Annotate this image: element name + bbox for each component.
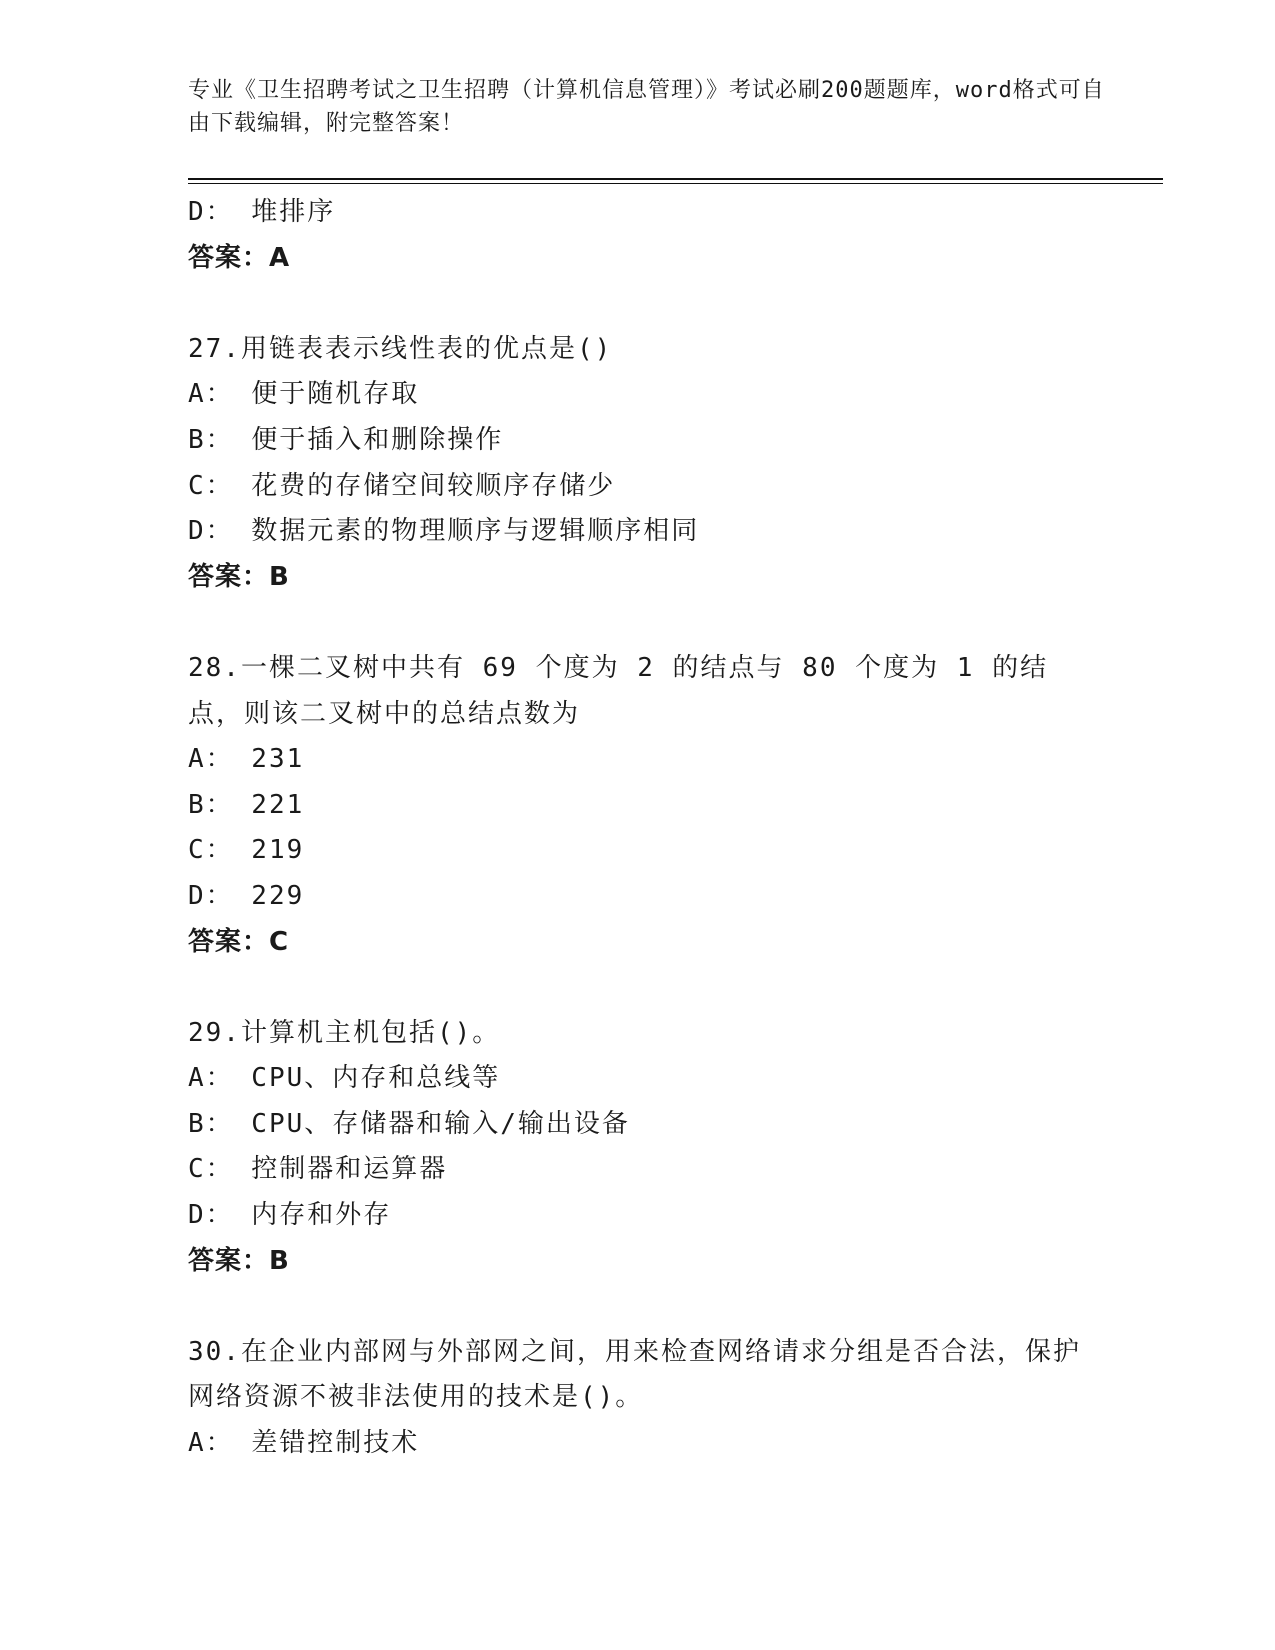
spacer [188, 281, 1088, 327]
answer-line: 答案：B [188, 561, 290, 592]
question-27 [188, 327, 1088, 601]
header-rule-thin [188, 183, 1163, 184]
answer-line: 答案：B [188, 1245, 290, 1276]
option-c: C： 花费的存储空间较顺序存储少 [188, 470, 616, 501]
question-30 [188, 1330, 1088, 1467]
header-rule-thick [188, 178, 1163, 180]
spacer [188, 965, 1088, 1011]
question-28 [188, 646, 1088, 965]
option-b: B： 221 [188, 789, 305, 820]
option-b: B： 便于插入和删除操作 [188, 424, 504, 455]
question-stem: 29.计算机主机包括()。 [188, 1017, 501, 1048]
question-29 [188, 1011, 1088, 1285]
option-c: C： 控制器和运算器 [188, 1154, 448, 1185]
answer-line: 答案：A [188, 242, 291, 273]
option-d: D： 数据元素的物理顺序与逻辑顺序相同 [188, 516, 700, 547]
answer-line: 答案：C [188, 926, 290, 957]
question-list [188, 190, 1088, 1467]
spacer [188, 1284, 1088, 1330]
question-stem: 30.在企业内部网与外部网之间，用来检查网络请求分组是否合法，保护网络资源不被非法使用的技术是()。 [188, 1336, 1081, 1413]
option-a: A： 差错控制技术 [188, 1428, 420, 1459]
question-stem: 28.一棵二叉树中共有 69 个度为 2 的结点与 80 个度为 1 的结点，则该二叉树中的总结点数为 [188, 652, 1049, 729]
option-d: D： 229 [188, 880, 305, 911]
question-stem: 27.用链表表示线性表的优点是() [188, 333, 613, 364]
document-header: 专业《卫生招聘考试之卫生招聘（计算机信息管理）》考试必刷200题题库，word格式可自由下载编辑，附完整答案！ [188, 78, 1105, 136]
spacer [188, 600, 1088, 646]
option-a: A： 231 [188, 744, 305, 775]
option-b: B： CPU、存储器和输入/输出设备 [188, 1108, 630, 1139]
option-a: A： 便于随机存取 [188, 379, 420, 410]
option-d: D： 堆排序 [188, 197, 336, 227]
option-c: C： 219 [188, 835, 305, 866]
option-d: D： 内存和外存 [188, 1200, 392, 1231]
option-a: A： CPU、内存和总线等 [188, 1063, 501, 1094]
